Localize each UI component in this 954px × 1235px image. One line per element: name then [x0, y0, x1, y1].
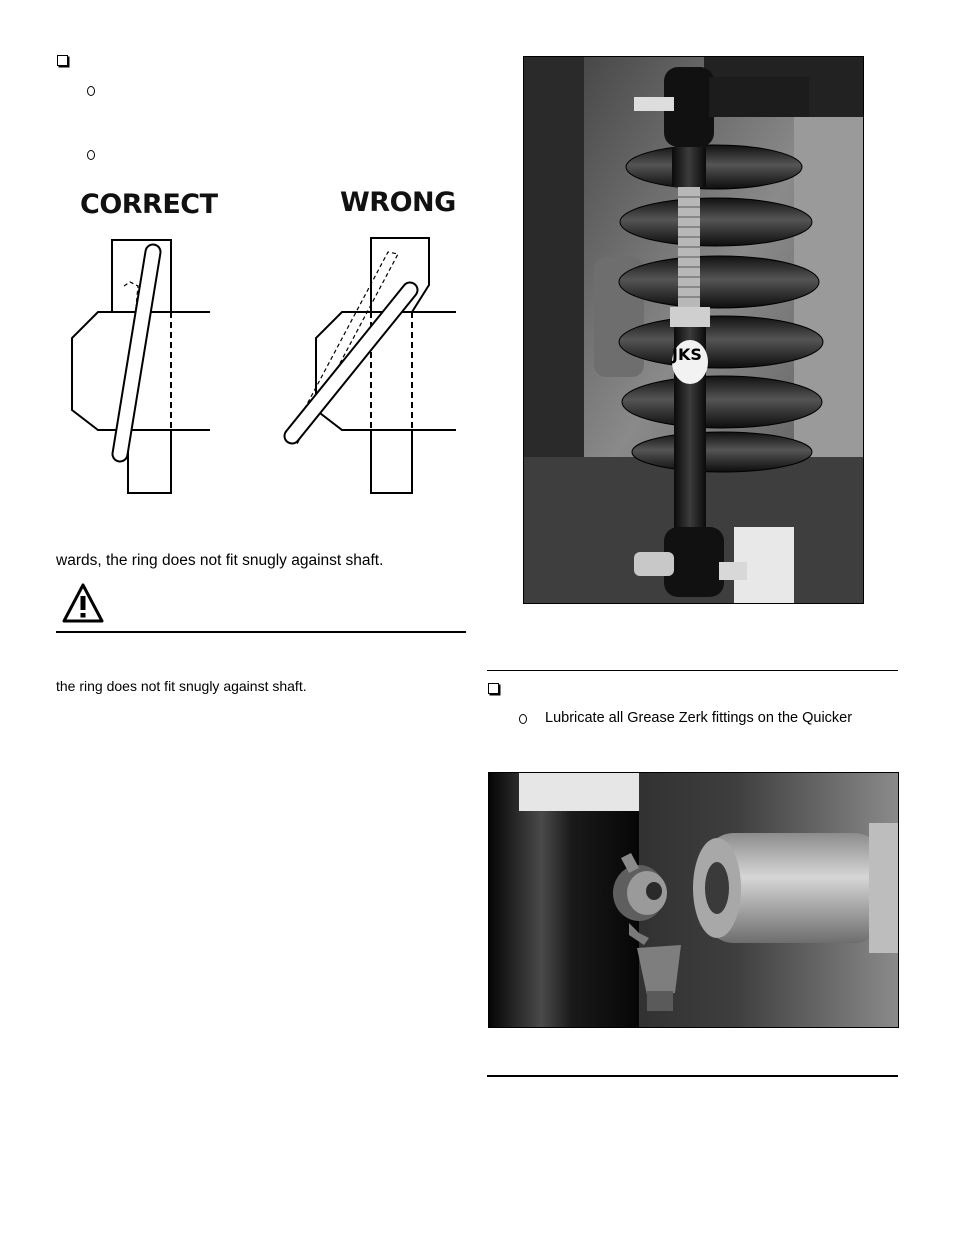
grease-zerk-fitting-photo: [488, 772, 899, 1028]
quicker-disconnect-installed-photo: [523, 56, 864, 604]
sub-step-bullet-icon: [87, 86, 95, 96]
warning-triangle-icon: [62, 583, 104, 623]
section-divider-bottom: [487, 1075, 898, 1077]
diagram-caption: wards, the ring does not fit snugly against shaft.: [56, 552, 384, 569]
step-checkbox-icon[interactable]: [488, 683, 499, 694]
sub-step-bullet-icon: [519, 714, 527, 724]
correct-pin-diagram: [60, 230, 230, 500]
warning-note-text: the ring does not fit snugly against shaft.: [56, 678, 307, 694]
correct-label: CORRECT: [80, 189, 218, 220]
sub-step-bullet-icon: [87, 150, 95, 160]
jks-logo-badge: JKS: [672, 345, 702, 364]
wrong-label: WRONG: [340, 187, 456, 218]
section-divider-top: [487, 670, 898, 671]
step-checkbox-icon[interactable]: [57, 55, 68, 66]
warning-divider: [56, 631, 466, 633]
wrong-pin-diagram: [280, 230, 460, 500]
lubricate-instruction: Lubricate all Grease Zerk fittings on the Quicker: [545, 710, 853, 726]
